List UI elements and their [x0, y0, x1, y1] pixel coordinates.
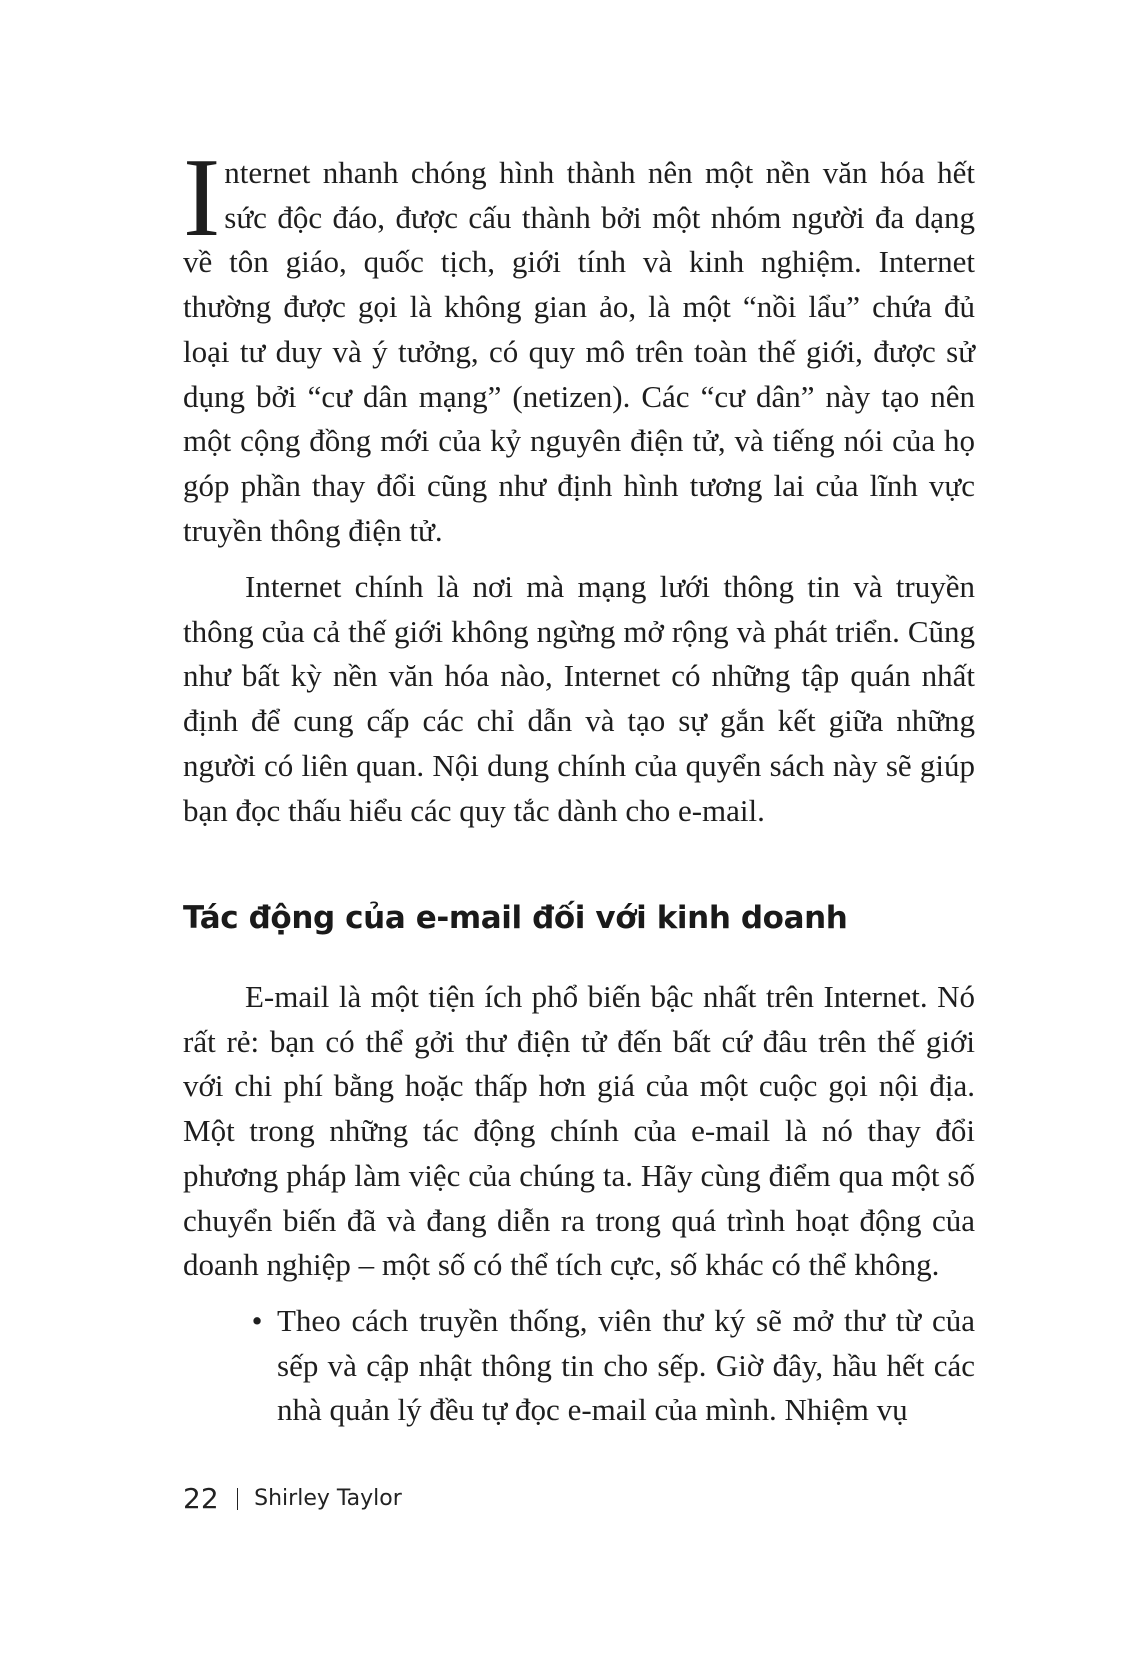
bullet-text: Theo cách truyền thống, viên thư ký sẽ mở thư từ của sếp và cập nhật thông tin cho sếp. Giờ đây, hầu hết các nhà quản lý đều tự đọc e-mail của mình. Nhiệm vụ [277, 1303, 975, 1428]
section-heading: Tác động của e-mail đối với kinh doanh [183, 900, 848, 936]
intro-paragraph: Internet nhanh chóng hình thành nên một nền văn hóa hết sức độc đáo, được cấu thành bởi một nhóm người đa dạng về tôn giáo, quốc tịch, giới tính và kinh nghiệm. Internet thường được gọi là không gian ảo, là một “nồi lẩu” chứa đủ loại tư duy và ý tưởng, có quy mô trên toàn thế giới, được sử dụng bởi “cư dân mạng” (netizen). Các “cư dân” này tạo nên một cộng đồng mới của kỷ nguyên điện tử, và tiếng nói của họ góp phần thay đổi cũng như định hình tương lai của lĩnh vực truyền thông điện tử. [183, 136, 975, 548]
footer-divider [237, 1488, 239, 1510]
page-number: 22 [183, 1482, 219, 1515]
author-name: Shirley Taylor [254, 1486, 402, 1511]
email-impact-paragraph: E-mail là một tiện ích phổ biến bậc nhất trên Internet. Nó rất rẻ: bạn có thể gởi thư điện tử đến bất cứ đâu trên thế giới với chi phí bằng hoặc thấp hơn giá của một cuộc gọi nội địa. Một trong những tác động chính của e-mail là nó thay đổi phương pháp làm việc của chúng ta. Hãy cùng điểm qua một số chuyển biến đã và đang diễn ra trong quá trình hoạt động của doanh nghiệp – một số có thể tích cực, số khác có thể không. [183, 979, 975, 1283]
bullet-icon: • [251, 1303, 263, 1338]
bullet-list [183, 1299, 975, 1433]
list-item [183, 1299, 975, 1433]
internet-culture-paragraph: Internet chính là nơi mà mạng lưới thông tin và truyền thông của cả thế giới không ngừng mở rộng và phát triển. Cũng như bất kỳ nền văn hóa nào, Internet có những tập quán nhất định để cung cấp các chỉ dẫn và tạo sự gắn kết giữa những người có liên quan. Nội dung chính của quyển sách này sẽ giúp bạn đọc thấu hiểu các quy tắc dành cho e-mail. [183, 569, 975, 828]
page-footer [183, 1479, 402, 1519]
